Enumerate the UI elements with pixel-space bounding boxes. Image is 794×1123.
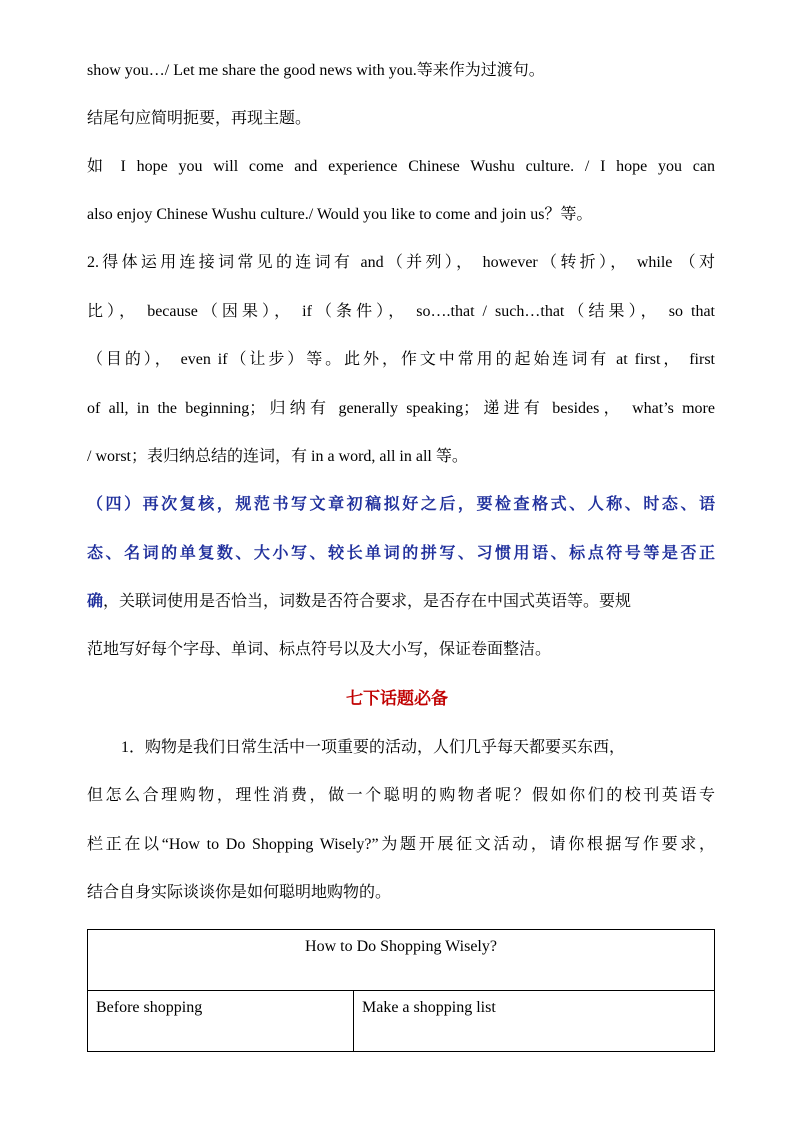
paragraph-line: （目的）， even if（让步）等。此外，作文中常用的起始连词有 at first， first [87, 351, 715, 368]
section-heading: 七下话题必备 [346, 689, 448, 708]
paragraph-line: 2.得体运用连接词常见的连词有 and（并列）， however（转折）， while （对 [87, 254, 715, 271]
paragraph-line: / worst；表归纳总结的连词，有 in a word, all in all 等。 [87, 448, 468, 465]
task-line: 1．购物是我们日常生活中一项重要的活动，人们几乎每天都要买东西， [121, 739, 626, 756]
table-cell: Before shopping [88, 991, 354, 1052]
table-row [88, 991, 715, 1052]
paragraph-line: 如 I hope you will come and experience Chinese Wushu culture. / I hope you can [87, 158, 715, 175]
table-cell: Make a shopping list [354, 991, 715, 1052]
paragraph-line: 结尾句应简明扼要，再现主题。 [87, 110, 312, 127]
section-four-line: 态、名词的单复数、大小写、较长单词的拼写、习惯用语、标点符号等是否正 [87, 545, 715, 562]
section-four-line [87, 592, 715, 612]
task-line: 结合自身实际谈谈你是如何聪明地购物的。 [87, 884, 392, 901]
paragraph-line: of all, in the beginning；归纳有 generally speaking；递进有 besides， what’s more [87, 400, 715, 417]
paragraph-line: also enjoy Chinese Wushu culture./ Would you like to come and join us？等。 [87, 206, 593, 223]
outline-table [87, 929, 715, 1052]
paragraph-line: 比）， because（因果）， if（条件）， so….that / such…that（结果）， so that [87, 303, 715, 320]
section-four-bold-text: 确 [87, 593, 104, 610]
table-row [88, 930, 715, 991]
paragraph-line: show you…/ Let me share the good news with you.等来作为过渡句。 [87, 62, 545, 79]
section-four-line: 范地写好每个字母、单词、标点符号以及大小写，保证卷面整洁。 [87, 641, 552, 658]
table-header-cell: How to Do Shopping Wisely? [88, 930, 715, 991]
task-line: 但怎么合理购物，理性消费，做一个聪明的购物者呢？假如你们的校刊英语专 [87, 787, 715, 804]
section-four-text: ，关联词使用是否恰当，词数是否符合要求，是否存在中国式英语等。要规 [103, 593, 632, 610]
task-line: 栏正在以“How to Do Shopping Wisely?”为题开展征文活动，请你根据写作要求， [87, 836, 715, 853]
section-four-line: （四）再次复核，规范书写文章初稿拟好之后，要检查格式、人称、时态、语 [87, 496, 715, 513]
